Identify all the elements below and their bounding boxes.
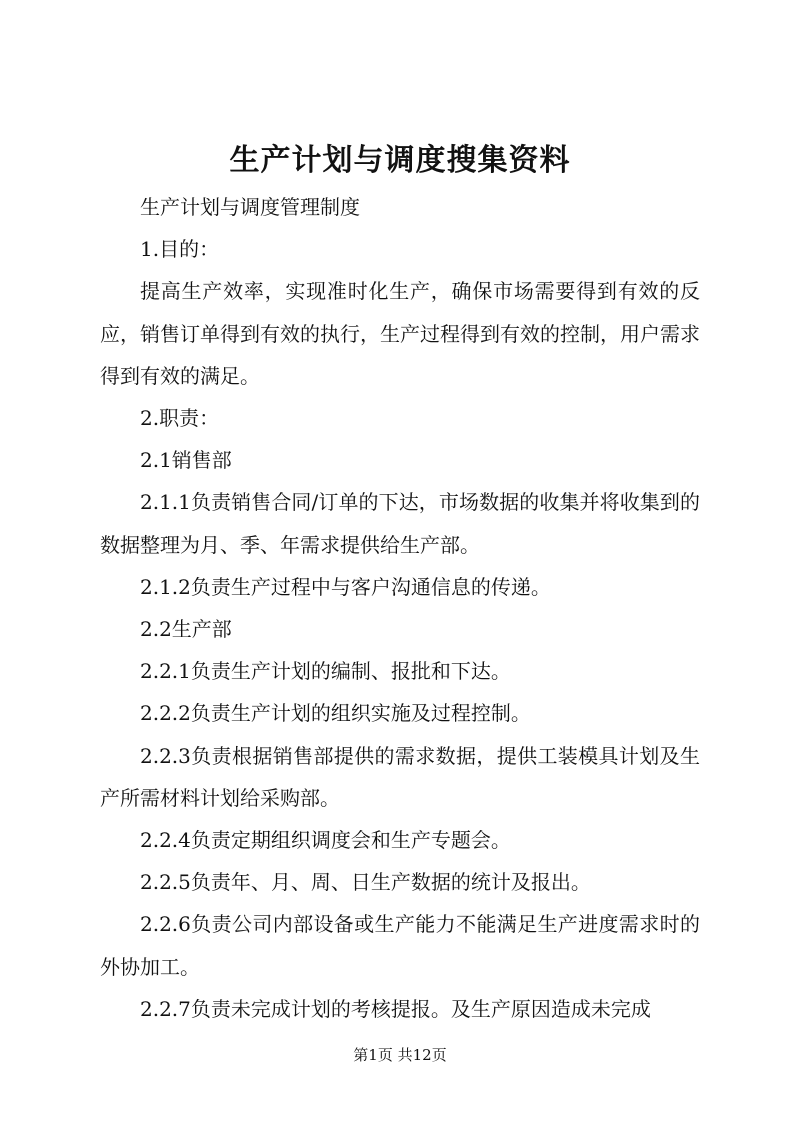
paragraph: 2.2.1负责生产计划的编制、报批和下达。	[140, 659, 511, 684]
paragraph: 2.1销售部	[140, 448, 232, 473]
paragraph: 2.2.4负责定期组织调度会和生产专题会。	[140, 828, 511, 853]
paragraph: 生产计划与调度管理制度	[140, 195, 360, 219]
paragraph: 2.2.3负责根据销售部提供的需求数据，提供工装模具计划及生产所需材料计划给采购部。	[100, 743, 700, 810]
document-body	[100, 186, 700, 1030]
paragraph: 2.2.7负责未完成计划的考核提报。及生产原因造成未完成	[140, 996, 651, 1021]
document-title: 生产计划与调度搜集资料	[229, 143, 571, 178]
paragraph: 提高生产效率，实现准时化生产，确保市场需要得到有效的反应，销售订单得到有效的执行，生产过程得到有效的控制，用户需求得到有效的满足。	[100, 279, 700, 388]
paragraph: 2.1.2负责生产过程中与客户沟通信息的传递。	[140, 574, 551, 599]
paragraph: 2.职责：	[140, 406, 220, 431]
paragraph: 1.目的：	[140, 237, 220, 262]
paragraph: 2.2.2负责生产计划的组织实施及过程控制。	[140, 701, 531, 726]
paragraph: 2.2.5负责年、月、周、日生产数据的统计及报出。	[140, 870, 591, 895]
paragraph: 2.2生产部	[140, 617, 232, 642]
paragraph: 2.2.6负责公司内部设备或生产能力不能满足生产进度需求时的外协加工。	[100, 912, 700, 979]
page-footer: 第1页 共12页	[353, 1046, 447, 1064]
paragraph: 2.1.1负责销售合同/订单的下达，市场数据的收集并将收集到的数据整理为月、季、年需求提供给生产部。	[100, 490, 700, 557]
